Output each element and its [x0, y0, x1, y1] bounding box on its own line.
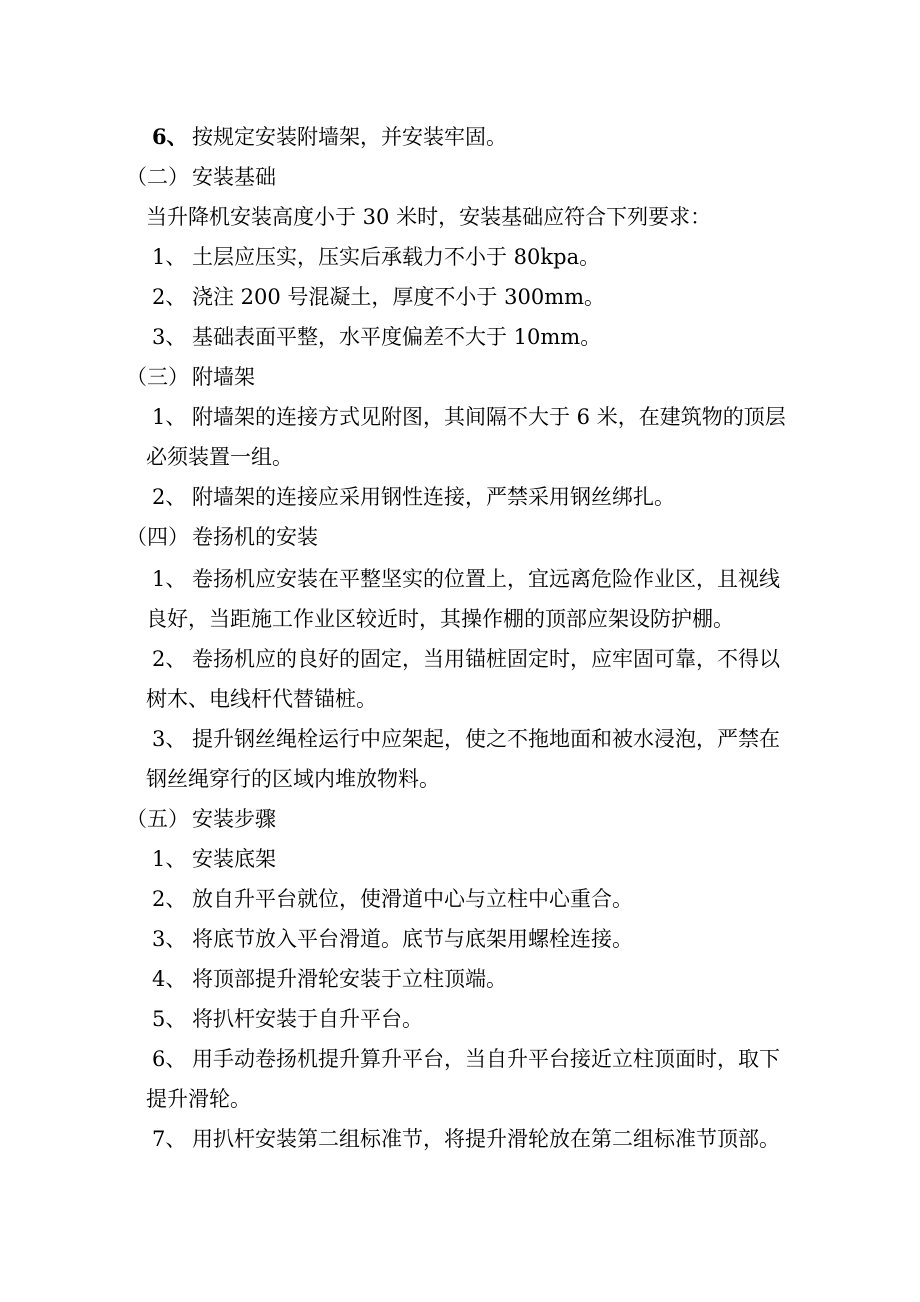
item-text: 将扒杆安装于自升平台。 — [192, 1007, 423, 1031]
item-number: 4、 — [152, 967, 187, 991]
list-item — [0, 242, 920, 272]
section-heading — [0, 162, 920, 192]
list-item — [0, 564, 920, 594]
item-number: 6、 — [152, 124, 188, 149]
item-number: 2、 — [152, 285, 187, 309]
heading-text: 安装基础 — [192, 165, 276, 189]
list-item-continuation — [0, 1084, 920, 1114]
item-text: 土层应压实，压实后承载力不小于 80kpa。 — [192, 245, 601, 269]
item-number: 7、 — [152, 1127, 187, 1151]
item-number: 6、 — [152, 1047, 187, 1071]
section-heading — [0, 522, 920, 552]
list-item — [0, 724, 920, 754]
list-item — [0, 1004, 920, 1034]
heading-number: （三） — [126, 365, 189, 389]
list-item — [0, 282, 920, 312]
list-item-continuation — [0, 764, 920, 794]
list-item — [0, 402, 920, 432]
item-text: 将顶部提升滑轮安装于立柱顶端。 — [192, 967, 507, 991]
list-item — [0, 1124, 920, 1154]
list-item — [0, 644, 920, 674]
continuation-text: 树木、电线杆代替锚桩。 — [146, 687, 377, 711]
item-number: 2、 — [152, 887, 187, 911]
item-number: 3、 — [152, 927, 187, 951]
paragraph — [0, 202, 920, 232]
item-text: 用手动卷扬机提升算升平台，当自升平台接近立柱顶面时，取下 — [192, 1047, 780, 1071]
item-text: 将底节放入平台滑道。底节与底架用螺栓连接。 — [192, 927, 633, 951]
list-item — [0, 322, 920, 352]
item-number: 2、 — [152, 647, 187, 671]
item-text: 按规定安装附墙架，并安装牢固。 — [192, 125, 507, 149]
heading-text: 安装步骤 — [192, 807, 276, 831]
section-heading — [0, 804, 920, 834]
item-text: 安装底架 — [192, 847, 276, 871]
list-item — [0, 844, 920, 874]
item-text: 卷扬机应安装在平整坚实的位置上，宜远离危险作业区，且视线 — [192, 567, 780, 591]
list-item — [0, 964, 920, 994]
continuation-text: 钢丝绳穿行的区域内堆放物料。 — [146, 767, 440, 791]
item-text: 放自升平台就位，使滑道中心与立柱中心重合。 — [192, 887, 633, 911]
heading-text: 卷扬机的安装 — [192, 525, 318, 549]
item-number: 1、 — [152, 847, 187, 871]
list-item-continuation — [0, 684, 920, 714]
item-text: 基础表面平整，水平度偏差不大于 10mm。 — [192, 325, 602, 349]
heading-number: （二） — [126, 165, 189, 189]
item-text: 卷扬机应的良好的固定，当用锚桩固定时，应牢固可靠，不得以 — [192, 647, 780, 671]
list-item-continuation — [0, 442, 920, 472]
list-item — [0, 1044, 920, 1074]
list-item — [0, 122, 920, 152]
section-heading — [0, 362, 920, 392]
list-item — [0, 884, 920, 914]
item-number: 2、 — [152, 485, 187, 509]
heading-text: 附墙架 — [192, 365, 255, 389]
item-number: 1、 — [152, 405, 187, 429]
list-item-continuation — [0, 604, 920, 634]
continuation-text: 必须装置一组。 — [146, 445, 293, 469]
item-text: 附墙架的连接方式见附图，其间隔不大于 6 米，在建筑物的顶层 — [192, 405, 786, 429]
paragraph-text: 当升降机安装高度小于 30 米时，安装基础应符合下列要求： — [146, 205, 712, 229]
heading-number: （五） — [126, 807, 189, 831]
heading-number: （四） — [126, 525, 189, 549]
item-text: 提升钢丝绳栓运行中应架起，使之不拖地面和被水浸泡，严禁在 — [192, 727, 780, 751]
item-number: 1、 — [152, 245, 187, 269]
list-item — [0, 924, 920, 954]
item-text: 浇注 200 号混凝土，厚度不小于 300mm。 — [192, 285, 606, 309]
item-number: 5、 — [152, 1007, 187, 1031]
item-number: 3、 — [152, 727, 187, 751]
list-item — [0, 482, 920, 512]
item-number: 1、 — [152, 567, 187, 591]
continuation-text: 提升滑轮。 — [146, 1087, 251, 1111]
continuation-text: 良好，当距施工作业区较近时，其操作棚的顶部应架设防护棚。 — [146, 607, 734, 631]
item-text: 附墙架的连接应采用钢性连接，严禁采用钢丝绑扎。 — [192, 485, 675, 509]
item-number: 3、 — [152, 325, 187, 349]
item-text: 用扒杆安装第二组标准节，将提升滑轮放在第二组标准节顶部。 — [192, 1127, 780, 1151]
